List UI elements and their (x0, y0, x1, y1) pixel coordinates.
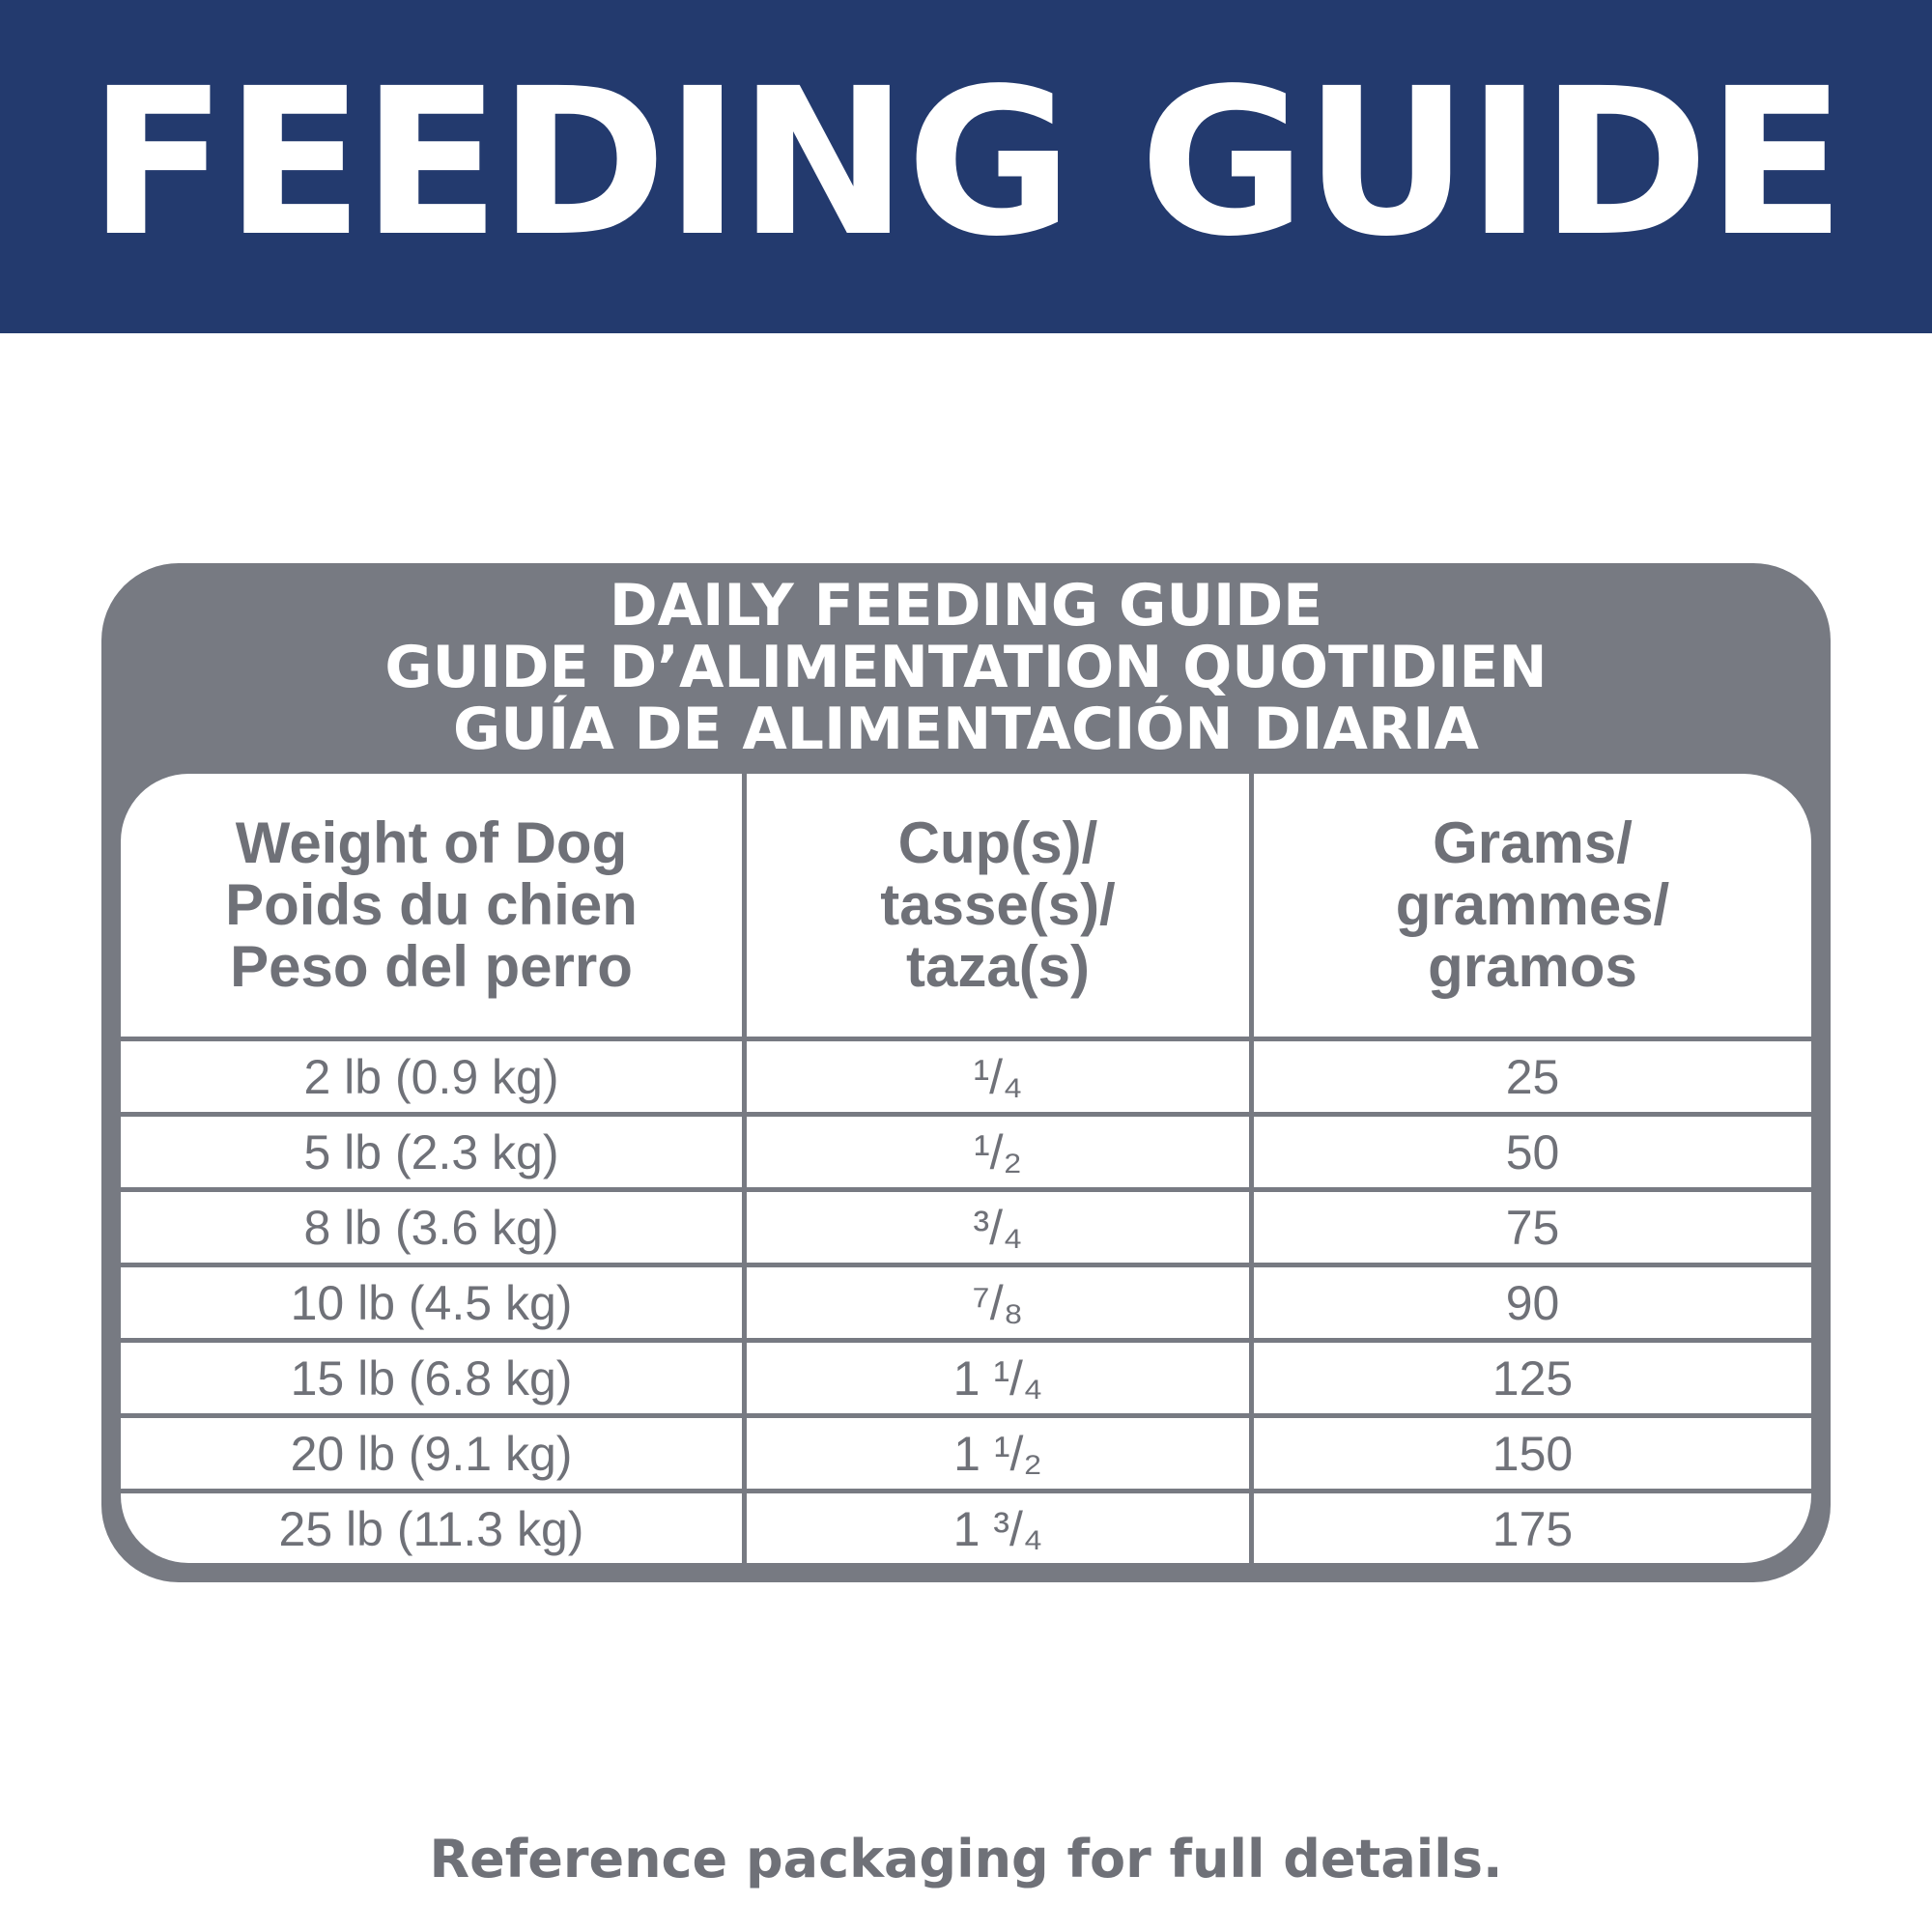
column-header-line: gramos (1428, 934, 1637, 999)
cell-cups: ¹/₄ (973, 1049, 1023, 1104)
cell-grams: 125 (1492, 1350, 1574, 1406)
page-title: FEEDING GUIDE (88, 43, 1844, 281)
cell-grams: 90 (1505, 1275, 1560, 1330)
cell-cups: 1 ¹/₂ (953, 1426, 1042, 1481)
column-header-grams (1254, 774, 1811, 1037)
cell-weight: 20 lb (9.1 kg) (290, 1426, 573, 1481)
cell-weight: 15 lb (6.8 kg) (290, 1350, 573, 1406)
cell-grams: 25 (1505, 1049, 1560, 1104)
card-title-english: DAILY FEEDING GUIDE (609, 572, 1323, 639)
cell-cups: ⁷/₈ (972, 1275, 1024, 1330)
column-header-line: taza(s) (905, 934, 1091, 999)
cell-weight: 8 lb (3.6 kg) (303, 1200, 559, 1255)
column-header-line: tasse(s)/ (880, 872, 1116, 937)
column-header-line: Grams/ (1433, 810, 1633, 875)
daily-feeding-guide-card (101, 563, 1831, 1582)
cell-grams: 75 (1505, 1200, 1560, 1255)
cell-grams: 150 (1492, 1426, 1574, 1481)
cell-grams: 175 (1492, 1501, 1574, 1556)
cell-weight: 10 lb (4.5 kg) (290, 1275, 573, 1330)
cell-grams: 50 (1505, 1124, 1560, 1179)
footer-note: Reference packaging for full details. (429, 1829, 1503, 1889)
cell-weight: 5 lb (2.3 kg) (303, 1124, 559, 1179)
cell-cups: ¹/₂ (974, 1124, 1022, 1179)
column-header-line: Weight of Dog (235, 810, 628, 875)
card-title-spanish: GUÍA DE ALIMENTACIÓN DIARIA (453, 696, 1479, 763)
cell-weight: 25 lb (11.3 kg) (278, 1501, 584, 1556)
column-header-line: Poids du chien (225, 872, 638, 937)
column-header-line: Peso del perro (230, 934, 633, 999)
column-header-line: grammes/ (1395, 872, 1670, 937)
cell-cups: 1 ³/₄ (952, 1501, 1043, 1556)
cell-cups: 1 ¹/₄ (952, 1350, 1043, 1406)
column-header-line: Cup(s)/ (897, 810, 1098, 875)
column-header-weight (121, 774, 742, 1037)
card-title-block (101, 572, 1831, 763)
cell-weight: 2 lb (0.9 kg) (303, 1049, 559, 1104)
feeding-table (121, 774, 1811, 1563)
column-header-cups (747, 774, 1249, 1037)
header-banner (0, 0, 1932, 333)
cell-cups: ³/₄ (973, 1200, 1023, 1255)
card-title-french: GUIDE D’ALIMENTATION QUOTIDIEN (384, 634, 1548, 701)
